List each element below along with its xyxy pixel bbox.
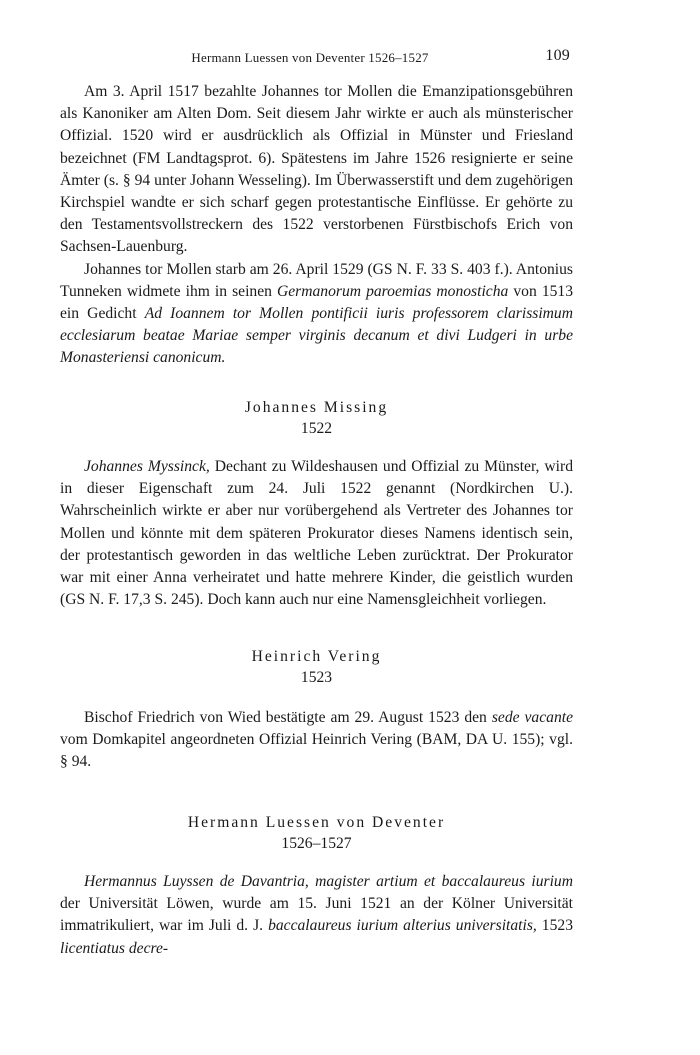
work-title-paroemias: Germanorum paroemias monosticha: [277, 282, 509, 300]
intro-section: [60, 81, 573, 370]
intro-paragraph-1: Am 3. April 1517 bezahlte Johannes tor Mollen die Emanzipationsgebühren als Kanoniker am Alten Dom. Seit diesem Jahr wirkte er auch als münsterischer Offizial. 1520 wird er ausdrücklich als Offizial in Münster und Friesland bezeichnet (FM Landtagsprot. 6). Spätestens im Jahre 1526 resignierte er seine Ämter (s. § 94 unter Johann Wesseling). Im Überwasserstift und dem zugehörigen Kirchspiel wandte er sich scharf gegen protestantische Einflüsse. Er gehörte zu den Testamentsvollstreckern des 1522 verstorbenen Fürstbischofs Erich von Sachsen-Lauenburg.: [60, 83, 573, 256]
missing-paragraph: [60, 456, 573, 611]
vering-paragraph: [60, 707, 573, 774]
missing-section-body: [60, 456, 573, 611]
intro-paragraph-2-text-b: von 1513 ein Gedicht: [60, 282, 573, 323]
section-name-vering: Heinrich Vering: [251, 648, 382, 665]
luessen-paragraph: [60, 871, 573, 960]
intro-paragraph-2-text-a: Johannes tor Mollen starb am 26. April 1529 (GS N. F. 33 S. 403 f.). Antonius Tunneken widmete ihm in seinen: [60, 260, 573, 300]
luessen-section-body: [60, 871, 573, 960]
section-years-missing: 1522: [300, 420, 333, 437]
luessen-baccalaureus: baccalaureus iurium alterius universitatis,: [268, 917, 537, 935]
section-name-missing: Johannes Missing: [244, 399, 389, 416]
intro-paragraph-2: [60, 259, 573, 370]
vering-text-b: vom Domkapitel angeordneten Offizial Heinrich Vering (BAM, DA U. 155); vgl. § 94.: [60, 731, 573, 771]
luessen-latin-name: Hermannus Luyssen de Davantria, magister artium et baccalaureus iurium: [84, 873, 573, 890]
missing-text: Dechant zu Wildeshausen und Offizial zu Münster, wird in dieser Eigenschaft zum 24. Juli 1522 genannt (Nordkirchen U.). Wahrscheinlich wirkte er aber nur vorübergehend als Vertreter des Johannes tor Mollen und könnte mit dem späteren Prokurator dieses Namens identisch sein, der protestantisch geworden in das weltliche Leben zurücktrat. Der Prokurator war mit einer Anna verheiratet und hatte mehrere Kinder, die geistlich wurden (GS N. F. 17,3 S. 245). Doch kann auch nur eine Namensgleichheit vorliegen.: [60, 458, 573, 609]
page-number: 109: [545, 47, 570, 64]
section-years-luessen: 1526–1527: [281, 835, 352, 852]
section-name-luessen: Hermann Luessen von Deventer: [187, 814, 446, 831]
section-heading-vering: [60, 646, 573, 688]
luessen-licentiatus: licentiatus decre-: [60, 939, 169, 957]
section-years-vering: 1523: [300, 669, 333, 686]
luessen-text-b: 1523: [536, 917, 573, 935]
vering-text-a: Bischof Friedrich von Wied bestätigte am 29. August 1523 den: [84, 709, 492, 726]
missing-latin-name: Johannes Myssinck,: [84, 458, 210, 475]
section-heading-missing: [60, 397, 573, 439]
poem-dedication: Ad Ioannem tor Mollen pontificii iuris professorem clarissimum ecclesiarum beatae Mariae semper virginis decanum et divi Ludgeri in urbe Monasteriensi canonicum.: [60, 305, 573, 367]
vering-section-body: [60, 707, 573, 774]
luessen-text-a: der Universität Löwen, wurde am 15. Juni 1521 an der Kölner Universität immatrikuliert, war im Juli d. J.: [60, 895, 573, 935]
running-head-title: Hermann Luessen von Deventer 1526–1527: [191, 50, 429, 65]
section-heading-luessen: [60, 812, 573, 854]
vering-sede-vacante: sede vacante: [491, 709, 573, 726]
